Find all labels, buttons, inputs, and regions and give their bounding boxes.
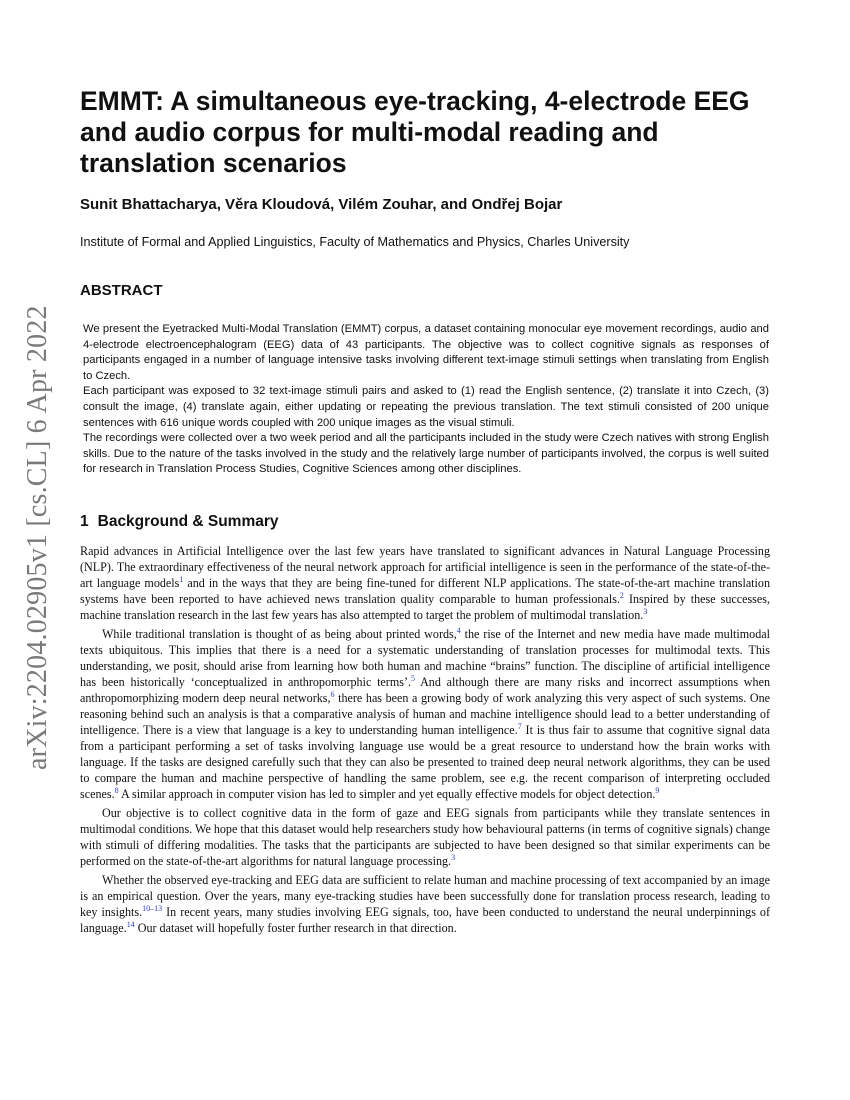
paper-title: EMMT: A simultaneous eye-tracking, 4-electrode EEG and audio corpus for multi-modal reading and translation scenarios xyxy=(80,86,750,178)
text-run: Our dataset will hopefully foster further research in that direction. xyxy=(134,921,457,935)
citation-link[interactable]: 6 xyxy=(330,690,335,699)
body-paragraph xyxy=(80,543,770,623)
body-paragraph xyxy=(80,626,770,802)
section-number: 1 xyxy=(80,513,89,530)
abstract-body xyxy=(83,322,769,478)
text-run: While traditional translation is thought of as being about printed words, xyxy=(102,627,457,641)
body-paragraph xyxy=(80,872,770,936)
abstract-paragraph: The recordings were collected over a two week period and all the participants included in the study were Czech natives with strong English skills. Due to the nature of the tasks involved in the study and the relatively large number of participants involved, the corpus is well suited for research in Translation Process Studies, Cognitive Sciences among other disciplines. xyxy=(83,432,769,476)
section-body xyxy=(80,543,770,936)
text-run: Rapid advances in Artificial Intelligence over the last few years have translated to significant advances in Natural Language Processing (NLP). The extraordinary effectiveness of the neural network approach for artificial intelligence is seen in the performance of the state-of-the-art language models xyxy=(80,544,770,590)
citation-link[interactable]: 8 xyxy=(114,786,119,795)
text-run: and in the ways that they are being fine-tuned for different NLP applications. The state-of-the-art machine translation systems have been reported to have achieved news translation quality comparable to human professionals. xyxy=(80,576,770,606)
citation-link[interactable]: 10–13 xyxy=(142,904,163,913)
citation-link[interactable]: 14 xyxy=(126,920,135,929)
citation-link[interactable]: 3 xyxy=(643,607,648,616)
text-run: In recent years, many studies involving EEG signals, too, have been conducted to understand the neural underpinnings of language. xyxy=(80,905,770,935)
text-run: Inspired by these successes, machine translation research in the last few years has also attempted to target the problem of multimodal translation. xyxy=(80,592,770,622)
text-run: Our objective is to collect cognitive data in the form of gaze and EEG signals from participants while they translate sentences in multimodal conditions. We hope that this dataset would help researchers study how behavioural patterns (in terms of cognitive signals) change with stimuli of differing modalities. The tasks that the participants are subjected to have been designed so that similar experiments can be performed on the state-of-the-art algorithms for natural language processing. xyxy=(80,806,770,868)
section-title: Background & Summary xyxy=(97,513,279,530)
abstract-paragraph: Each participant was exposed to 32 text-image stimuli pairs and asked to (1) read the English sentence, (2) translate it into Czech, (3) consult the image, (4) translate again, either updating or repeating the previous translation. The text stimuli consisted of 200 unique sentences with 616 unique words coupled with 200 unique images as the visual stimuli. xyxy=(83,385,769,429)
citation-link[interactable]: 5 xyxy=(411,674,415,683)
text-run: there has been a growing body of work analyzing this very aspect of such systems. One reasoning behind such an analysis is that a comparative analysis of human and machine intelligence should lead to a better understanding of intelligence. There is a view that language is a key to understanding human intelligence. xyxy=(80,691,770,737)
text-run: Whether the observed eye-tracking and EEG data are sufficient to relate human and machine processing of text accompanied by an image is an empirical question. Over the years, many eye-tracking studies have been successfully done for translation process research, leading to key insights. xyxy=(80,873,770,919)
citation-link[interactable]: 4 xyxy=(456,626,461,635)
arxiv-identifier-stamp: arXiv:2204.02905v1 [cs.CL] 6 Apr 2022 xyxy=(22,305,53,770)
citation-link[interactable]: 3 xyxy=(451,853,456,862)
text-run: And although there are many risks and incorrect assumptions when anthropomorphizing modern deep neural networks, xyxy=(80,675,771,705)
citation-link[interactable]: 7 xyxy=(517,722,522,731)
abstract-paragraph: We present the Eyetracked Multi-Modal Translation (EMMT) corpus, a dataset containing monocular eye movement recordings, audio and 4-electrode electroencephalogram (EEG) data of 43 participants. The objective was to collect cognitive signals as responses of participants engaged in a number of language intensive tasks involving different text-image stimuli settings when translating from English to Czech. xyxy=(83,323,769,382)
citation-link[interactable]: 2 xyxy=(619,591,624,600)
body-paragraph xyxy=(80,805,770,869)
affiliation: Institute of Formal and Applied Linguistics, Faculty of Mathematics and Physics, Charles University xyxy=(80,235,630,249)
text-run: A similar approach in computer vision has led to simpler and yet equally effective models for object detection. xyxy=(118,787,656,801)
citation-link[interactable]: 1 xyxy=(179,575,184,584)
citation-link[interactable]: 9 xyxy=(655,786,660,795)
author-list: Sunit Bhattacharya, Věra Kloudová, Vilém Zouhar, and Ondřej Bojar xyxy=(80,196,563,213)
section-heading xyxy=(80,513,279,531)
text-run: It is thus fair to assume that cognitive signal data from a participant performing a set of tasks involving language use would be a great resource to understand how the brain works with language. If the tasks are designed carefully such that they can also be presented to trained deep neural network algorithms, they can be used to compare the human and machine perspective of handling the same problem, see e.g. the recent comparison of interpreting occluded scenes. xyxy=(80,723,771,801)
abstract-heading: ABSTRACT xyxy=(80,282,163,299)
text-run: the rise of the Internet and new media have made multimodal texts ubiquitous. This implies that there is a need for a systematic understanding of translation processes for multimodal texts. This understanding, we posit, should arise from learning how both human and machine “brains” function. The discipline of artificial intelligence has been historically ‘conceptualized in anthropomorphic terms’. xyxy=(80,627,770,689)
